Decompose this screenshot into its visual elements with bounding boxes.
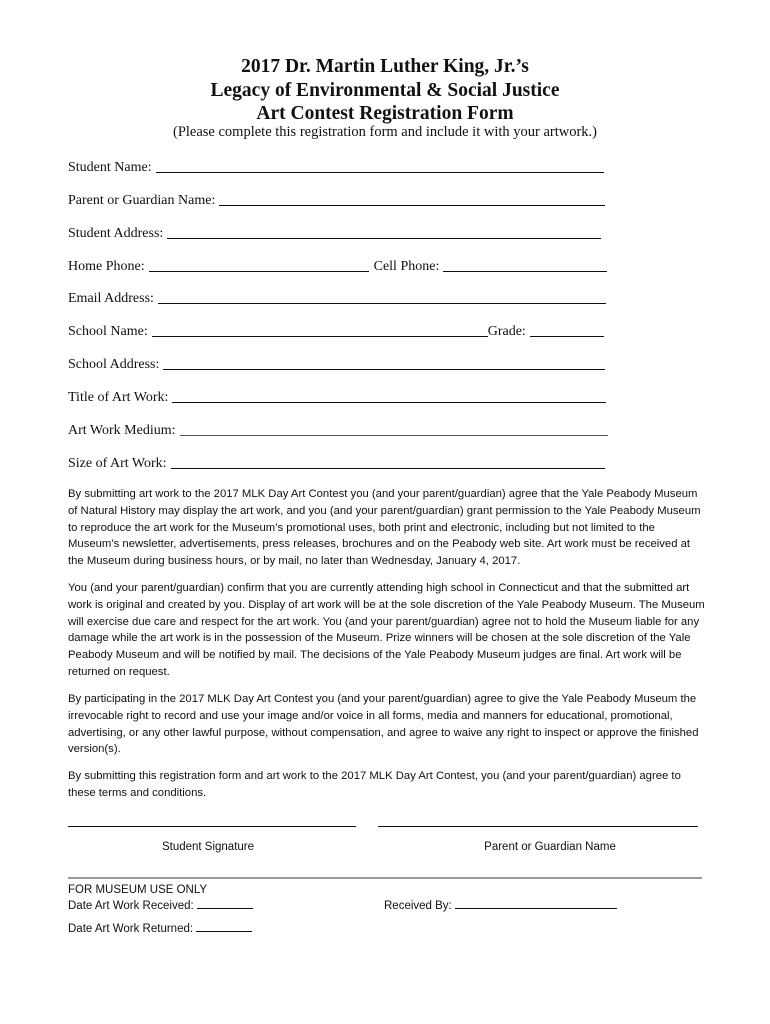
school-address-field[interactable] <box>68 353 605 373</box>
student-address-field[interactable] <box>68 222 601 242</box>
art-size-input-line[interactable] <box>171 468 605 469</box>
art-medium-label: Art Work Medium: <box>68 423 176 438</box>
school-name-label: School Name: <box>68 324 148 339</box>
grade-input-line[interactable] <box>530 336 604 337</box>
received-by-label: Received By: <box>384 900 452 912</box>
terms-paragraph-2: You (and your parent/guardian) confirm that you are currently attending high school in Connecticut and that the submitted art work is original and created by you. Display of art work will be at the sole discretion of the Yale Peabody Museum. The Museum will exercise due care and respect for the art work. You (and your parent/guardian) agree not to hold the Museum liable for any damage while the art work is in the possession of the Museum. Prize winners will be chosen at the sole discretion of the Yale Peabody Museum and will be notified by mail. The decisions of the Yale Peabody Museum judges are final. Art work will be returned on request. <box>68 582 705 678</box>
grade-label: Grade: <box>487 324 526 339</box>
received-by-field[interactable] <box>384 900 617 912</box>
date-returned-field[interactable] <box>68 923 252 935</box>
student-address-label: Student Address: <box>68 226 164 241</box>
art-title-field[interactable] <box>68 386 606 406</box>
student-signature-label: Student Signature <box>161 841 255 853</box>
parent-name-label: Parent or Guardian Name: <box>68 193 216 208</box>
terms-paragraph-1: By submitting art work to the 2017 MLK Day Art Contest you (and your parent/guardian) agree that the Yale Peabody Museum of Natural History may display the art work, and you (and your parent/guardian) grant permission to the Yale Peabody Museum to reproduce the art work for the Museum’s promotional uses, both print and electronic, including but not limited to the Museum’s newsletter, advertisements, press releases, brochures and on the Peabody web site. Art work must be received at the Museum during business hours, or by mail, no later than Wednesday, January 4, 2017. <box>68 488 701 568</box>
received-by-input-line[interactable] <box>455 908 617 909</box>
art-title-label: Title of Art Work: <box>68 390 169 405</box>
email-field[interactable] <box>68 287 606 307</box>
email-input-line[interactable] <box>158 303 606 304</box>
student-name-field[interactable] <box>68 156 604 176</box>
form-title-line-1: 2017 Dr. Martin Luther King, Jr.’s <box>241 56 529 77</box>
email-label: Email Address: <box>68 291 154 306</box>
terms-paragraph-4: By submitting this registration form and art work to the 2017 MLK Day Art Contest, you (and your parent/guardian) agree to these terms and conditions. <box>68 770 681 799</box>
student-signature-line[interactable] <box>68 826 356 827</box>
art-medium-input-line[interactable] <box>180 435 608 436</box>
school-address-input-line[interactable] <box>163 369 605 370</box>
date-returned-input-line[interactable] <box>196 931 252 932</box>
parent-name-input-line[interactable] <box>219 205 605 206</box>
school-row <box>68 320 604 340</box>
art-medium-field[interactable] <box>68 419 608 439</box>
cell-phone-input-line[interactable] <box>443 271 607 272</box>
art-size-field[interactable] <box>68 452 605 472</box>
terms-paragraph-3: By participating in the 2017 MLK Day Art Contest you (and your parent/guardian) agree to give the Yale Peabody Museum the irrevocable right to record and use your image and/or voice in all forms, media and manners for educational, promotional, advertising, or any other lawful purpose, without compensation, and agree to waive any right to inspect or approve the finished version(s). <box>68 693 699 756</box>
date-received-label: Date Art Work Received: <box>68 900 194 912</box>
date-received-input-line[interactable] <box>197 908 253 909</box>
phone-row <box>68 255 607 275</box>
museum-section-divider <box>68 877 702 879</box>
form-title-line-3: Art Contest Registration Form <box>256 103 514 124</box>
form-subtitle: (Please complete this registration form and include it with your artwork.) <box>172 124 597 140</box>
school-name-input-line[interactable] <box>152 336 488 337</box>
art-title-input-line[interactable] <box>172 402 606 403</box>
art-size-label: Size of Art Work: <box>68 456 167 471</box>
student-address-input-line[interactable] <box>167 238 601 239</box>
date-returned-label: Date Art Work Returned: <box>68 923 194 935</box>
cell-phone-label: Cell Phone: <box>373 259 440 274</box>
form-title-line-2: Legacy of Environmental & Social Justice <box>210 80 560 101</box>
student-name-label: Student Name: <box>68 160 152 175</box>
parent-name-signature-line[interactable] <box>378 826 698 827</box>
parent-name-signature-label: Parent or Guardian Name <box>484 841 616 853</box>
student-name-input-line[interactable] <box>156 172 604 173</box>
school-address-label: School Address: <box>68 357 160 372</box>
museum-use-heading: FOR MUSEUM USE ONLY <box>68 884 208 896</box>
date-received-field[interactable] <box>68 900 253 912</box>
home-phone-label: Home Phone: <box>68 259 145 274</box>
home-phone-input-line[interactable] <box>149 271 369 272</box>
parent-name-field[interactable] <box>68 189 605 209</box>
